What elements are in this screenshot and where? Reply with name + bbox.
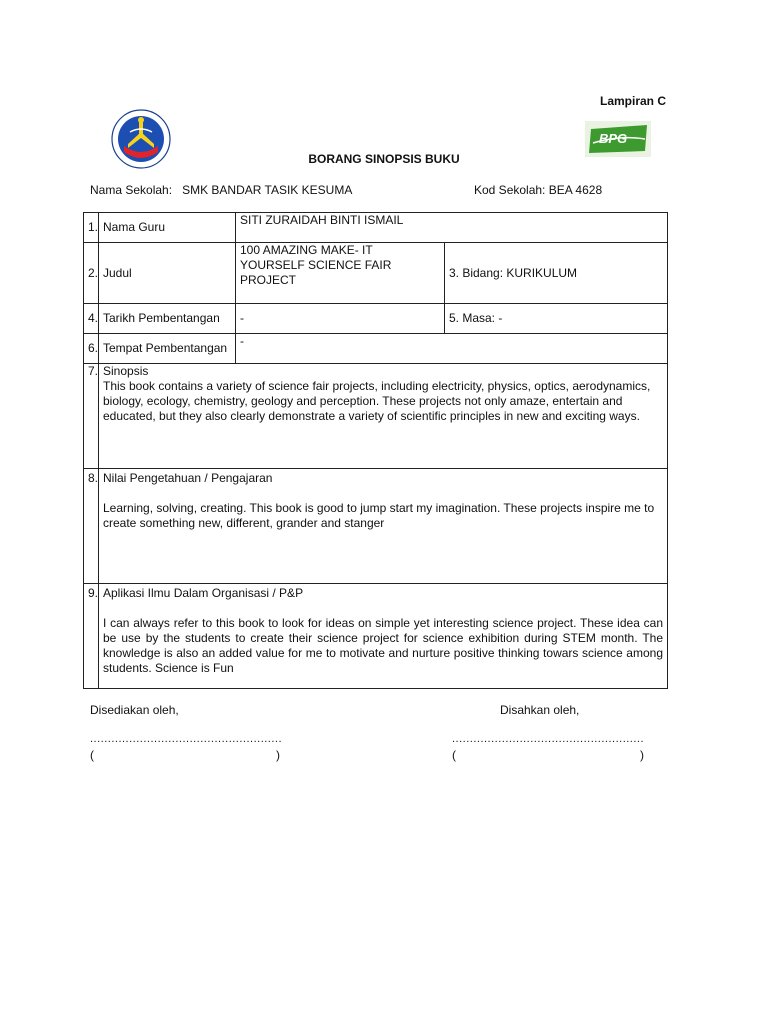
school-code-value: BEA 4628 [548,183,603,197]
presentation-date-value: - [236,304,445,334]
presentation-place-label: Tempat Pembentangan [99,334,236,364]
row-knowledge-value [84,469,668,584]
field-masa: 5. Masa: - [445,304,668,334]
teacher-name-label: Nama Guru [99,213,236,243]
row-presentation-date [84,304,668,334]
synopsis-heading: Sinopsis [103,364,149,378]
field-bidang: 3. Bidang: KURIKULUM [445,243,668,304]
knowledge-value-heading: Nilai Pengetahuan / Pengajaran [103,471,273,485]
row-number: 9. [84,584,99,689]
presentation-date-label: Tarikh Pembentangan [99,304,236,334]
knowledge-value-body: Learning, solving, creating. This book is good to jump start my imagination. These projects inspire me to create something new, different, grander and stanger [103,501,655,530]
row-number: 7. [84,364,99,469]
approved-by-signature-line: ...................................................... [452,733,645,745]
school-code-line [474,183,602,197]
row-number: 2. [84,243,99,304]
row-number: 1. [84,213,99,243]
row-presentation-place [84,334,668,364]
book-title-label: Judul [99,243,236,304]
row-number: 4. [84,304,99,334]
form-title: BORANG SINOPSIS BUKU [308,152,460,166]
synopsis-form-table [83,212,668,689]
synopsis-cell [99,364,668,469]
row-number: 6. [84,334,99,364]
synopsis-body: This book contains a variety of science fair projects, including electricity, physics, optics, aerodynamics, biology, ecology, chemistry, geology and perception. These projects not only amaze, entertain and educated, but they also clearly demonstrate a variety of scientific principles in new and exciting ways. [103,379,651,423]
application-body: I can always refer to this book to look for ideas on simple yet interesting science project. These idea can be use by the students to create their science project for science exhibition during STEM month. The knowledge is also an added value for me to motivate and nurture positive thinking towars science among students. Science is Fun [103,616,663,675]
row-title [84,243,668,304]
knowledge-value-cell [99,469,668,584]
prepared-by-close-paren: ) [276,748,280,762]
school-name-line [90,183,352,197]
school-name-value: SMK BANDAR TASIK KESUMA [182,183,353,197]
row-synopsis [84,364,668,469]
prepared-by-signature-line: ...................................................... [90,733,283,745]
application-cell [99,584,668,689]
application-heading: Aplikasi Ilmu Dalam Organisasi / P&P [103,586,304,600]
row-application [84,584,668,689]
row-number: 8. [84,469,99,584]
teacher-name-value: SITI ZURAIDAH BINTI ISMAIL [236,213,668,243]
approved-by-open-paren: ( [452,748,456,762]
presentation-place-value: - [236,334,668,364]
approved-by-label: Disahkan oleh, [500,703,580,717]
book-title-value: 100 AMAZING MAKE- IT YOURSELF SCIENCE FAIR PROJECT [236,243,445,304]
lampiran-label: Lampiran C [600,94,667,108]
school-code-label: Kod Sekolah: [474,183,546,197]
prepared-by-label: Disediakan oleh, [90,703,179,717]
school-name-label: Nama Sekolah: [90,183,173,197]
row-teacher-name [84,213,668,243]
approved-by-close-paren: ) [640,748,644,762]
prepared-by-open-paren: ( [90,748,94,762]
bpg-logo-text: BPG [599,131,628,146]
